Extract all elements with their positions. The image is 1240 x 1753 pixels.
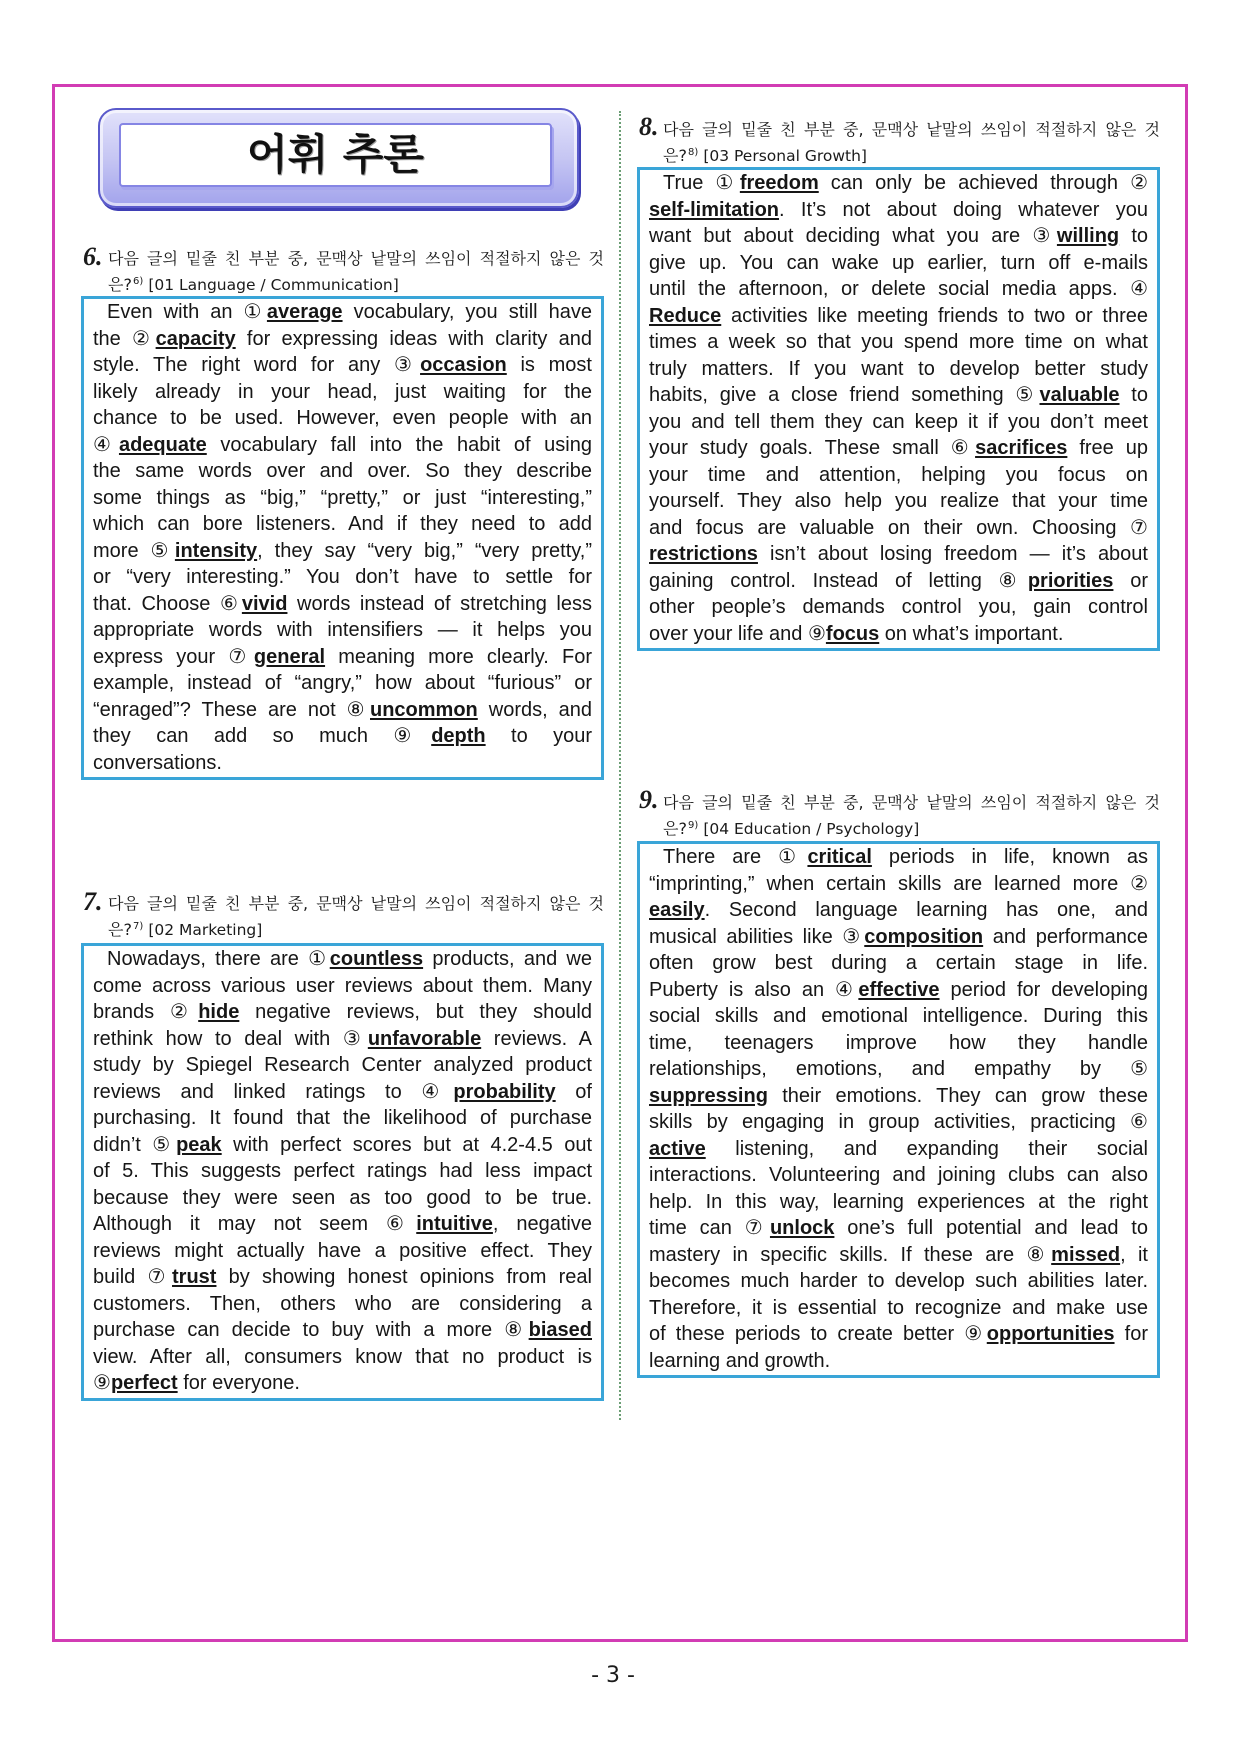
passage-line: view. After all, consumers know that no product is [93,1345,592,1368]
passage-box [81,296,604,780]
passage-line: your time and attention, helping you focus on [649,463,1148,486]
passage-line: ④adequate vocabulary fall into the habit of using [93,433,592,456]
question-prompt-end: 은? [663,819,687,838]
underlined-word: average [266,301,343,323]
underlined-word: trust [172,1266,217,1288]
underlined-word: valuable [1039,384,1120,406]
question-number: 9. [639,785,659,814]
underlined-word: vivid [241,592,288,615]
passage-line: reviews might actually have a positive effect. They [93,1239,592,1262]
underlined-word: uncommon [370,698,478,721]
passage-line: that. Choose ⑥vivid words instead of stretching less [93,592,592,615]
underlined-word: occasion [420,354,507,376]
passage-line: brands ②hide negative reviews, but they should [93,1001,593,1023]
question-prompt-line2 [108,915,604,942]
passage-line: interactions. Volunteering and joining clubs can also [649,1164,1148,1186]
passage-line: didn’t ⑤peak with perfect scores but at 4.2-4.5 out [93,1133,592,1156]
passage-line: Puberty is also an ④effective period for developing [649,978,1148,1001]
passage-line: other people’s demands control you, gain control [649,596,1148,618]
passage-line: appropriate words with intensifiers — it helps you [93,619,592,641]
passage-line: of 5. This suggests perfect ratings had less impact [93,1160,592,1182]
question-category: [04 Education / Psychology] [703,820,920,838]
underlined-word: self-limitation [649,198,780,221]
passage-line: suppressing their emotions. They can grow these [649,1084,1148,1107]
underlined-word: unfavorable [367,1027,482,1050]
passage-line: your study goals. These small ⑥sacrifices free up [649,437,1148,459]
passage-line: truly matters. If you want to develop better study [649,357,1148,380]
underlined-word: suppressing [649,1084,768,1107]
passage-line: help. In this way, learning experiences at the right [649,1190,1148,1213]
passage-line: times a week so that you spend more time on what [649,331,1148,353]
passage-line: likely already in your head, just waiting for the [93,380,592,403]
passage-line: until the afternoon, or delete social media apps. ④ [649,278,1148,300]
underlined-word: missed [1051,1243,1121,1266]
question-number: 7. [83,887,103,916]
section-title-plate [119,123,552,187]
passage-line: the ②capacity for expressing ideas with clarity and [93,327,592,350]
question-category: [03 Personal Growth] [703,147,867,165]
passage-line: learning and growth. [649,1349,831,1372]
passage-line: you and tell them they can keep it if you don’t meet [649,410,1148,433]
question-prompt [108,892,604,942]
passage-line: There are ①critical periods in life, known as [663,846,1148,868]
passage-line: active listening, and expanding their social [649,1137,1148,1160]
underlined-word: easily [649,899,705,921]
passage-line: habits, give a close friend something ⑤valuable to [649,384,1148,406]
passage-line: rethink how to deal with ③unfavorable reviews. A [93,1027,592,1050]
passage-line: True ①freedom can only be achieved through ② [663,172,1148,194]
passage-line: they can add so much ⑨depth to your [93,725,592,747]
passage-line: musical abilities like ③composition and performance [649,925,1148,948]
passage-box [81,943,604,1401]
passage-line: Reduce activities like meeting friends to two or three [649,304,1148,327]
passage-line: because they were seen as too good to be true. [93,1186,592,1209]
underlined-word: intuitive [416,1213,493,1235]
underlined-word: biased [528,1319,592,1341]
passage-line: reviews and linked ratings to ④probability of [93,1080,592,1103]
page-number: - 3 - [591,1663,635,1688]
passage-line: or “very interesting.” You don’t have to settle for [93,566,592,588]
underlined-word: intensity [174,539,258,562]
question-category: [01 Language / Communication] [148,276,399,294]
passage-line: Therefore, it is essential to recognize and make use [649,1296,1148,1319]
question-prompt [108,247,604,297]
underlined-word: priorities [1027,569,1114,592]
underlined-word: willing [1056,225,1120,247]
passage-line: easily. Second language learning has one, and [649,899,1148,921]
passage-line: and focus are valuable on their own. Choosing ⑦ [649,516,1148,539]
question-prompt [663,791,1160,841]
underlined-word: capacity [155,327,236,350]
section-title: 어휘 추론 [247,130,424,179]
passage-line: example, instead of “angry,” how about “furious” or [93,672,592,694]
question-category: [02 Marketing] [148,921,263,939]
column-divider [619,111,621,1420]
passage-line: customers. Then, others who are considering a [93,1292,592,1315]
passage-line: self-limitation. It’s not about doing whatever you [649,198,1148,221]
question-number: 8. [639,112,659,141]
passage-line: style. The right word for any ③occasion is most [93,354,592,376]
passage-line: want but about deciding what you are ③willing to [649,225,1148,247]
passage-line: skills by engaging in group activities, practicing ⑥ [649,1111,1148,1133]
question-prompt-line1: 다음 글의 밑줄 친 부분 중, 문맥상 낱말의 쓰임이 적절하지 않은 것 [663,793,1160,812]
passage-line: relationships, emotions, and empathy by ⑤ [649,1058,1148,1080]
passage-line: time, teenagers improve how they handle [649,1031,1148,1054]
underlined-word: effective [858,978,940,1001]
passage-line: mastery in specific skills. If these are ⑧missed, it [649,1243,1148,1266]
passage-line: often grow best during a certain stage in life. [649,952,1148,974]
passage-line: conversations. [93,751,222,774]
passage-line: of these periods to create better ⑨opportunities for [649,1323,1148,1345]
passage-line: restrictions isn’t about losing freedom — it’s about [649,543,1148,565]
footnote-marker: 7) [132,921,144,932]
passage-line: give up. You can wake up earlier, turn off e-mails [649,251,1148,274]
question-prompt-end: 은? [108,920,132,939]
question-prompt-line1: 다음 글의 밑줄 친 부분 중, 문맥상 낱말의 쓰임이 적절하지 않은 것 [663,120,1160,139]
passage-line: ⑨perfect for everyone. [93,1372,300,1394]
passage-line: social skills and emotional intelligence. During this [649,1005,1148,1027]
passage-line: study by Spiegel Research Center analyzed product [93,1054,592,1076]
passage-line: the same words over and over. So they describe [93,460,592,482]
underlined-word: unlock [769,1217,835,1239]
question-number: 6. [83,242,103,271]
passage-line: which can bore listeners. And if they need to add [93,513,592,535]
passage-line: over your life and ⑨focus on what’s important. [649,622,1064,645]
underlined-word: focus [825,622,880,645]
passage-line: time can ⑦unlock one’s full potential and lead to [649,1217,1148,1239]
passage-line: Nowadays, there are ①countless products, and we [107,948,592,970]
passage-box [637,167,1160,651]
underlined-word: depth [431,725,486,747]
passage-line: Although it may not seem ⑥intuitive, negative [93,1213,592,1235]
passage-line: some things as “big,” “pretty,” or just “interesting,” [93,486,592,509]
underlined-word: active [649,1137,706,1160]
underlined-word: adequate [118,433,207,456]
passage-line: build ⑦trust by showing honest opinions from real [93,1266,592,1288]
passage-line: becomes much harder to develop such abilities later. [649,1270,1148,1292]
underlined-word: general [253,645,326,668]
passage-line: more ⑤intensity, they say “very big,” “very pretty,” [93,539,592,562]
passage-line: gaining control. Instead of letting ⑧priorities or [649,569,1148,592]
underlined-word: hide [198,1001,240,1023]
passage-line: “imprinting,” when certain skills are learned more ② [649,872,1148,895]
question-prompt [663,118,1160,168]
question-prompt-line1: 다음 글의 밑줄 친 부분 중, 문맥상 낱말의 쓰임이 적절하지 않은 것 [108,894,604,913]
question-prompt-line2 [663,141,1160,168]
underlined-word: perfect [110,1372,178,1394]
question-prompt-line2 [663,814,1160,841]
passage-line: “enraged”? These are not ⑧uncommon words, and [93,698,592,721]
question-prompt-line2 [108,270,604,297]
footnote-marker: 9) [687,820,699,831]
passage-line: yourself. They also help you realize that your time [649,490,1148,512]
underlined-word: peak [176,1133,222,1156]
underlined-word: countless [329,948,424,970]
underlined-word: critical [807,846,872,868]
underlined-word: composition [864,925,984,948]
passage-line: purchase can decide to buy with a more ⑧biased [93,1319,592,1341]
footnote-marker: 8) [687,147,699,158]
underlined-word: opportunities [986,1323,1115,1345]
underlined-word: Reduce [649,304,722,327]
passage-line: purchasing. It found that the likelihood of purchase [93,1107,592,1129]
footnote-marker: 6) [132,276,144,287]
passage-line: chance to be used. However, even people with an [93,407,592,429]
passage-line: Even with an ①average vocabulary, you still have [107,301,592,323]
passage-line: come across various user reviews about them. Many [93,974,592,997]
underlined-word: freedom [739,172,819,194]
question-prompt-end: 은? [108,275,132,294]
question-prompt-end: 은? [663,146,687,165]
underlined-word: restrictions [649,543,758,565]
question-prompt-line1: 다음 글의 밑줄 친 부분 중, 문맥상 낱말의 쓰임이 적절하지 않은 것 [108,249,604,268]
passage-line: express your ⑦general meaning more clearly. For [93,645,592,668]
underlined-word: probability [453,1080,556,1103]
passage-box [637,841,1160,1378]
underlined-word: sacrifices [975,437,1068,459]
